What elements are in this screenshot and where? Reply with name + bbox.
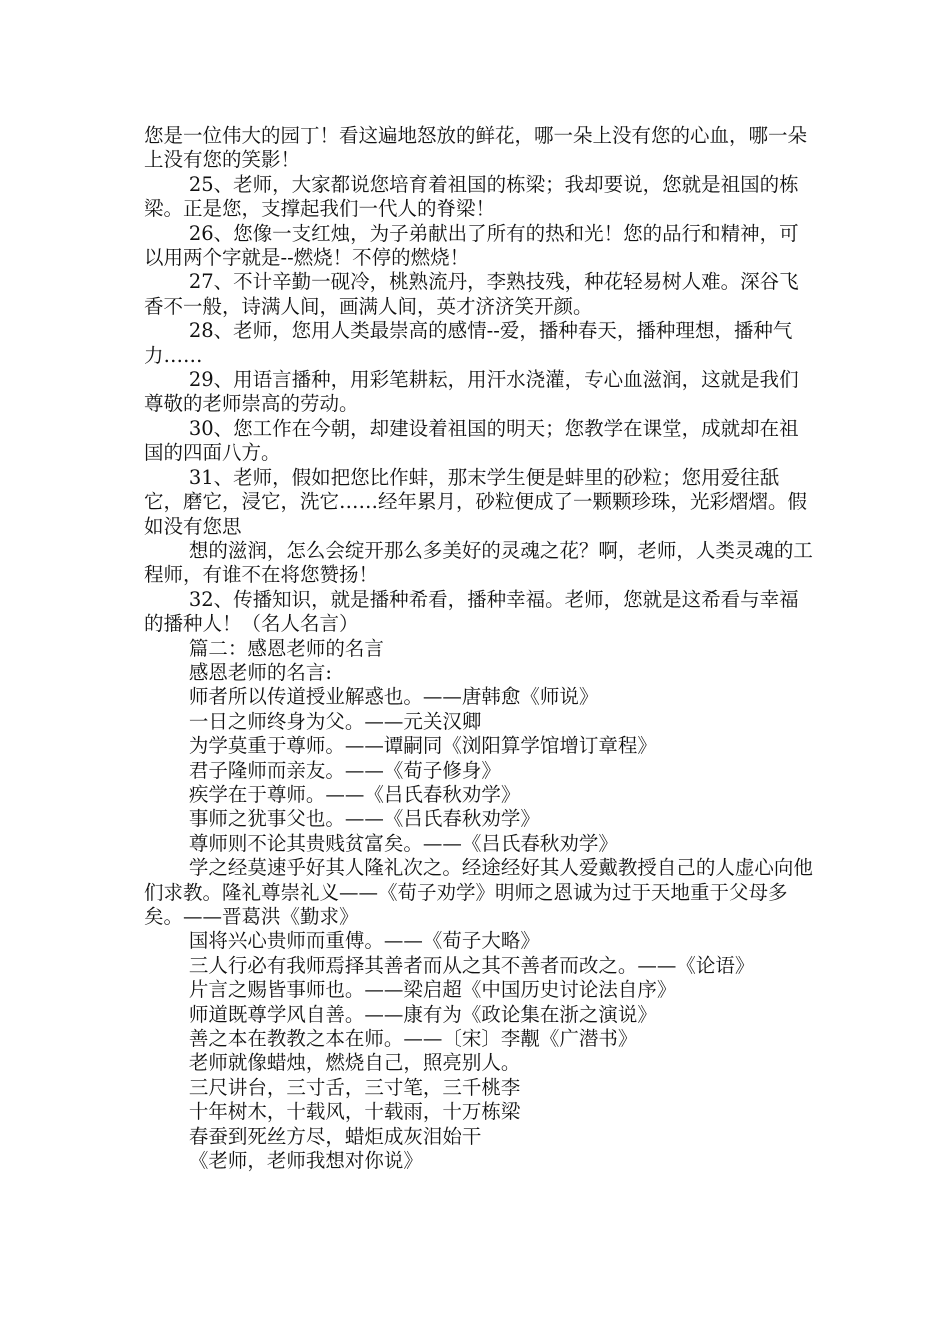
paragraph: 27、不计辛勤一砚冷，桃熟流丹，李熟技残，种花轻易树人难。深谷飞香不一般，诗满人间，画满人间，英才济济笑开颜。 [144,270,799,318]
paragraph: 疾学在于尊师。——《吕氏春秋劝学》 [188,782,521,806]
paragraph: 为学莫重于尊师。——谭嗣同《浏阳算学馆增订章程》 [188,734,657,758]
paragraph: 君子隆师而亲友。——《荀子修身》 [188,758,501,782]
paragraph: 30、您工作在今朝，却建设着祖国的明天；您教学在课堂，成就却在祖国的四面八方。 [144,416,799,465]
paragraph: 25、老师，大家都说您培育着祖国的栋梁；我却要说，您就是祖国的栋梁。正是您，支撑起我们一代人的脊梁！ [144,172,799,221]
paragraph: 感恩老师的名言: [188,660,332,684]
paragraph: 老师就像蜡烛，燃烧自己，照亮别人。 [188,1051,521,1075]
paragraph: 想的滋润，怎么会绽开那么多美好的灵魂之花？啊，老师，人类灵魂的工程师，有谁不在将您赞扬！ [144,538,813,587]
paragraph: 师道既尊学风自善。——康有为《政论集在浙之演说》 [188,1002,657,1026]
paragraph: 十年树木，十载风，十载雨，十万栋梁 [188,1100,521,1124]
paragraph: 一日之师终身为父。——元关汉卿 [188,709,482,733]
paragraph: 您是一位伟大的园丁！看这遍地怒放的鲜花，哪一朵上没有您的心血，哪一朵上没有您的笑影！ [144,124,808,172]
paragraph: 29、用语言播种，用彩笔耕耘，用汗水浇灌，专心血滋润，这就是我们尊敬的老师崇高的劳动。 [144,368,799,416]
paragraph: 尊师则不论其贵贱贫富矣。——《吕氏春秋劝学》 [188,831,618,855]
paragraph: 善之本在教教之本在师。——〔宋〕李觏《广潜书》 [188,1027,638,1051]
paragraph: 春蚕到死丝方尽，蜡炬成灰泪始干 [188,1124,482,1148]
paragraph: 26、您像一支红烛，为子弟献出了所有的热和光！您的品行和精神，可以用两个字就是--燃烧！不停的燃烧！ [144,221,799,270]
paragraph: 片言之赐皆事师也。——梁启超《中国历史讨论法自序》 [188,978,677,1002]
paragraph: 31、老师，假如把您比作蚌，那末学生便是蚌里的砂粒；您用爱往舐它，磨它，浸它，洗它……经年累月，砂粒便成了一颗颗珍珠，光彩熠熠。假如没有您思 [144,465,808,538]
document-page [144,124,814,1173]
paragraph: 事师之犹事父也。——《吕氏春秋劝学》 [188,807,540,831]
paragraph: 三人行必有我师焉择其善者而从之其不善者而改之。——《论语》 [188,953,755,977]
paragraph: 师者所以传道授业解惑也。——唐韩愈《师说》 [188,685,599,709]
paragraph: 28、老师，您用人类最崇高的感情--爱，播种春天，播种理想，播种气力…… [144,319,793,367]
paragraph: 32、传播知识，就是播种希看，播种幸福。老师，您就是这希看与幸福的播种人！（名人名言） [144,587,799,636]
paragraph: 学之经莫速乎好其人隆礼次之。经途经好其人爱戴教授自己的人虚心向他们求教。隆礼尊崇礼义——《荀子劝学》明师之恩诚为过于天地重于父母多矣。——晋葛洪《勤求》 [144,856,813,928]
paragraph: 三尺讲台，三寸舌，三寸笔，三千桃李 [188,1075,521,1099]
paragraph: 国将兴心贵师而重傅。——《荀子大略》 [188,929,540,953]
paragraph: 篇二：感恩老师的名言 [188,636,384,660]
paragraph: 《老师，老师我想对你说》 [188,1149,423,1173]
